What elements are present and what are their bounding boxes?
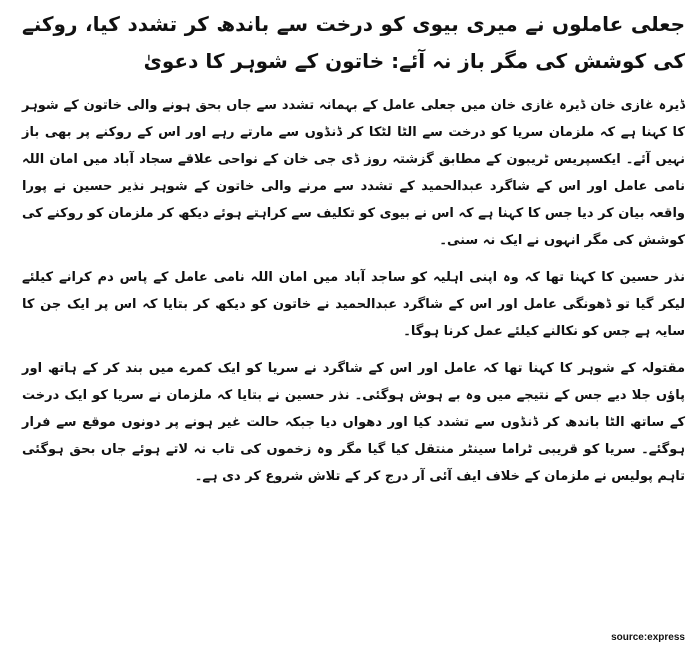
article-paragraph: مقتولہ کے شوہر کا کہنا تھا کہ عامل اور اس کے شاگرد نے سریا کو ایک کمرے میں بند کر کے ہاتھ اور پاؤں جلا دیے جس کے نتیجے میں وہ بے ہوش ہوگئی۔ نذر حسین نے بتایا کہ ملزمان نے سریا کو ایک درخت کے ساتھ الٹا باندھ کر ڈنڈوں سے تشدد کیا اور دھواں دیا جبکہ حالت غیر ہونے پر دونوں موقع سے فرار ہوگئے۔ سریا کو قریبی ٹراما سینٹر منتقل کیا گیا مگر وہ زخموں کی تاب نہ لاتے ہوئے جاں بحق ہوگئی تاہم پولیس نے ملزمان کے خلاف ایف آئی آر درج کر کے تلاش شروع کر دی ہے۔ — [22, 361, 685, 484]
source-credit: source:express — [611, 632, 685, 643]
article-headline: جعلی عاملوں نے میری بیوی کو درخت سے باندھ کر تشدد کیا، روکنے کی کوشش کی مگر باز نہ آئے: خاتون کے شوہر کا دعویٰ — [22, 12, 685, 73]
article-paragraph: ڈیرہ غازی خان ڈیرہ غازی خان میں جعلی عامل کے بہمانہ تشدد سے جاں بحق ہونے والی خاتون کے شوہر کا کہنا ہے کہ ملزمان سریا کو درخت سے الٹا لٹکا کر ڈنڈوں سے مارتے رہے اور اس کے روکنے پر بھی باز نہیں آئے۔ ایکسپریس ٹریبون کے مطابق گزشتہ روز ڈی جی خان کے نواحی علاقے سجاد آباد میں امان اللہ نامی عامل اور اس کے شاگرد عبدالحمید کے تشدد سے مرنے والی خاتون کے شوہر نذیر حسین نے پورا واقعہ بیان کر دیا جس کا کہنا ہے کہ اس نے بیوی کو تکلیف سے کراہتے ہوئے دیکھ کر ملزمان کو روکنے کی کوشش کی مگر انہوں نے ایک نہ سنی۔ — [22, 98, 685, 248]
article-paragraph: نذر حسین کا کہنا تھا کہ وہ اپنی اہلیہ کو ساجد آباد میں امان اللہ نامی عامل کے پاس دم کرانے کیلئے لیکر گیا تو ڈھونگی عامل اور اس کے شاگرد عبدالحمید نے خاتون کو دیکھ کر بتایا کہ اس پر ایک جن کا سایہ ہے جس کو نکالنے کیلئے عمل کرنا ہوگا۔ — [22, 270, 685, 339]
